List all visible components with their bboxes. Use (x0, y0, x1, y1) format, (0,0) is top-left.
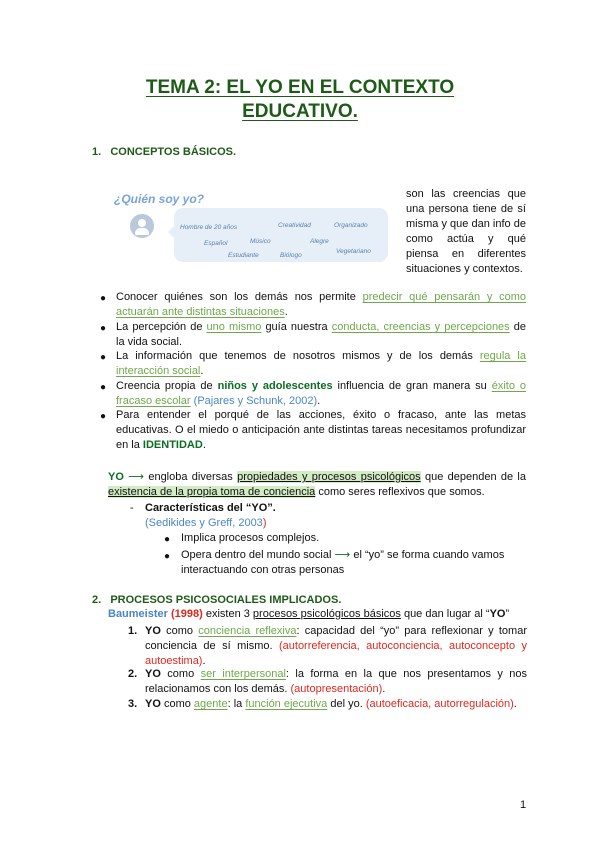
title-line-1: TEMA 2: EL YO EN EL CONTEXTO (145, 77, 455, 98)
bullet-3-link: regula la interacción social (116, 350, 526, 377)
side-text: son las creencias que una persona tiene de sí misma y que dan info de como actúa y qué piensa en diferentes situaciones y contextos. (406, 188, 526, 275)
yo-underline: existencia de la propia toma de conciencia (108, 486, 316, 498)
bullet-icon: ● (164, 534, 171, 545)
card-word: Músico (250, 238, 271, 245)
page-number: 1 (520, 799, 527, 811)
item-number: 1. (128, 625, 138, 637)
process-item-1-link: conciencia reflexiva (198, 625, 297, 637)
bullet-4-bold: niños y adolescentes (217, 380, 333, 392)
author: Baumeister (108, 608, 168, 620)
process-item-3-red: (autoeficacia, autorregulación) (365, 698, 514, 710)
caract-item-2: Opera dentro del mundo social ⟶ el “yo” se forma cuando vamos interactuando con otras personas (181, 549, 505, 576)
arrow-right-icon: ⟶ (334, 549, 351, 561)
bullet-icon: ● (100, 352, 107, 363)
yo-label: YO (108, 471, 124, 483)
card-word: Hombre de 20 años (180, 224, 238, 231)
item-number: 2. (128, 668, 138, 680)
process-item-1: YO como conciencia reflexiva: capacidad del “yo” para reflexionar y tomar conciencia de sí mismo. (autorreferencia, autoconciencia, autoconcepto y autoestima). (145, 625, 528, 667)
section1-heading: 1. CONCEPTOS BÁSICOS. (92, 146, 237, 158)
yo-paragraph: YO ⟶ engloba diversas propiedades y procesos psicológicos que dependen de la existencia de la propia toma de conciencia como seres reflexivos que somos. (108, 471, 526, 498)
caracteristicas-citation: (Sedikides y Greff, 2003) (145, 517, 267, 529)
caracteristicas-title: Características del “YO”. (145, 502, 276, 514)
process-item-3-link: agente (193, 698, 228, 710)
bullet-4: Creencia propia de niños y adolescentes influencia de gran manera su éxito o fracaso escolar (Pajares y Schunk, 2002). (116, 380, 526, 407)
quien-soy-yo-card (112, 188, 390, 272)
bullet-5-bold: IDENTIDAD (142, 439, 203, 451)
process-item-2-red: (autopresentación) (290, 683, 383, 695)
title-line-2: EDUCATIVO. (242, 101, 358, 122)
card-word: Biólogo (280, 252, 302, 259)
card-word: Alegre (310, 238, 329, 245)
bullet-5: Para entender el porqué de las acciones, éxito o fracaso, ante las metas educativas. O el miedo o anticipación ante distintas tareas necesitamos profundizar en la IDENTIDAD. (116, 409, 526, 451)
item-number: 3. (128, 698, 138, 710)
section2-intro: Baumeister (1998) existen 3 procesos psicológicos básicos que dan lugar al “YO” (108, 608, 510, 620)
bullet-2-link-2: conducta, creencias y percepciones (331, 321, 510, 333)
bullet-3: La información que tenemos de nosotros mismos y de los demás regula la interacción social. (116, 350, 526, 377)
bullet-2-link-1: uno mismo (206, 321, 262, 333)
process-item-1-red: (autorreferencia, autoconciencia, autoconcepto y autoestima) (145, 640, 528, 667)
bullet-1: Conocer quiénes son los demás nos permite predecir qué pensarán y como actuarán ante distintas situaciones. (116, 291, 527, 318)
year: (1998) (167, 608, 203, 620)
caract-item-1: Implica procesos complejos. (181, 532, 320, 544)
bullet-2: La percepción de uno mismo guía nuestra conducta, creencias y percepciones de la vida social. (116, 321, 527, 348)
process-item-2-link: ser interpersonal (200, 668, 286, 680)
card-word: Creatividad (278, 222, 311, 229)
card-question: ¿Quién soy yo? (114, 192, 205, 206)
section2-heading: 2. PROCESOS PSICOSOCIALES IMPLICADOS. (92, 594, 342, 606)
card-words-bubble (174, 208, 388, 262)
page-title (0, 76, 600, 124)
bullet-4-link: éxito o fracaso escolar (116, 380, 526, 407)
card-word: Estudiante (228, 252, 259, 259)
process-item-3: YO como agente: la función ejecutiva del yo. (autoeficacia, autorregulación). (145, 698, 517, 710)
bullet-1-link: predecir qué pensarán y como actuarán ante distintas situaciones (116, 291, 527, 318)
bullet-icon: ● (100, 382, 107, 393)
bullet-icon: ● (100, 323, 107, 334)
process-item-3-link-2: función ejecutiva (245, 698, 328, 710)
card-word: Vegetariano (336, 248, 371, 255)
procesos-basicos: procesos psicológicos básicos (252, 608, 401, 620)
bullet-icon: ● (100, 293, 107, 304)
bullet-icon: ● (164, 551, 171, 562)
card-word: Organizado (334, 222, 368, 229)
process-item-2: YO como ser interpersonal: la forma en la que nos presentamos y nos relacionamos con los demás. (autopresentación). (145, 668, 527, 695)
bullet-4-citation: (Pajares y Schunk, 2002) (190, 395, 318, 407)
bullet-icon: ● (100, 411, 107, 422)
dash-marker: - (130, 502, 134, 514)
avatar-icon (130, 214, 154, 238)
arrow-right-icon: ⟶ (128, 471, 145, 483)
card-word: Español (204, 240, 228, 247)
yo-highlight: propiedades y procesos psicológicos (237, 471, 421, 483)
